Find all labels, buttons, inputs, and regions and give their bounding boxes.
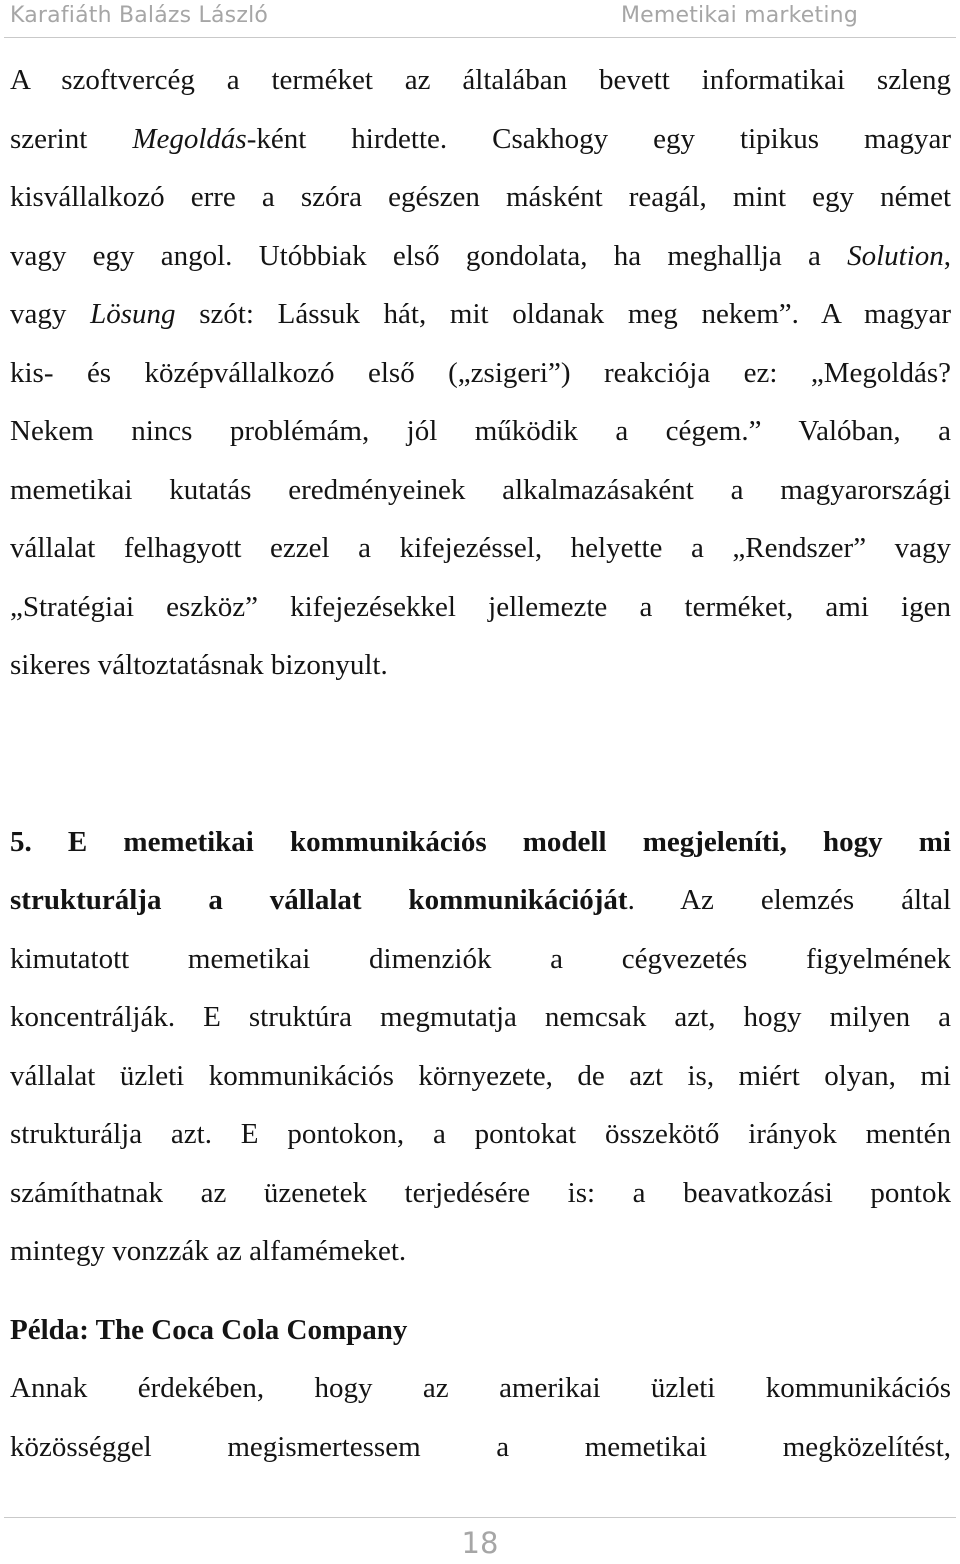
text-line: vagy egy angol. Utóbbiak első gondolata, ha meghallja a Solution, <box>10 239 951 272</box>
text-line: koncentrálják. E struktúra megmutatja nemcsak azt, hogy milyen a <box>10 1001 951 1033</box>
text-line: memetikai kutatás eredményeinek alkalmazásaként a magyarországi <box>10 473 951 506</box>
text-line: számíthatnak az üzenetek terjedésére is: a beavatkozási pontok <box>10 1176 951 1209</box>
page-body <box>10 51 951 1476</box>
heading-text: Példa: The Coca Cola Company <box>10 1313 408 1346</box>
header-title: Memetikai marketing <box>620 3 858 28</box>
emphasis-term: Lösung <box>90 298 176 330</box>
paragraph-software-case <box>10 51 951 695</box>
footer-divider <box>4 1517 956 1518</box>
text-line: közösséggel megismertessem a memetikai megközelítést, <box>10 1430 951 1463</box>
text-line: strukturálja azt. E pontokon, a pontokat összekötő irányok mentén <box>10 1118 951 1150</box>
header-divider <box>4 37 956 38</box>
header-author: Karafiáth Balázs László <box>10 3 269 28</box>
text-line: Nekem nincs problémám, jól működik a cégem.” Valóban, a <box>10 415 951 447</box>
text-line: kisvállalkozó erre a szóra egészen másként reagál, mint egy német <box>10 181 951 213</box>
text-line: vállalat üzleti kommunikációs környezete, de azt is, miért olyan, mi <box>10 1059 951 1092</box>
text-line: „Stratégiai eszköz” kifejezésekkel jellemezte a terméket, ami igen <box>10 590 951 623</box>
page-header <box>0 0 960 40</box>
emphasis-term: Solution <box>847 239 944 272</box>
text-line: kimutatott memetikai dimenziók a cégvezetés figyelmének <box>10 942 951 975</box>
paragraph-coca-cola <box>10 1359 951 1476</box>
text-line: szerint Megoldás-ként hirdette. Csakhogy egy tipikus magyar <box>10 122 951 155</box>
text-line: vállalat felhagyott ezzel a kifejezéssel, helyette a „Rendszer” vagy <box>10 532 951 564</box>
example-heading <box>10 1301 951 1360</box>
text-line: 5. E memetikai kommunikációs modell megjeleníti, hogy mi <box>10 825 951 858</box>
text-line: vagy Lösung szót: Lássuk hát, mit oldanak meg nekem”. A magyar <box>10 298 951 330</box>
emphasis-term: Megoldás <box>132 122 247 155</box>
text-line: kis- és középvállalkozó első („zsigeri”) reakciója ez: „Megoldás? <box>10 356 951 389</box>
paragraph-point-5 <box>10 813 951 1281</box>
text-line: sikeres változtatásnak bizonyult. <box>10 649 388 681</box>
text-line: A szoftvercég a terméket az általában bevett informatikai szleng <box>10 64 951 96</box>
page-number: 18 <box>461 1526 499 1560</box>
text-line: Annak érdekében, hogy az amerikai üzleti kommunikációs <box>10 1372 951 1404</box>
text-line: strukturálja a vállalat kommunikációját. Az elemzés által <box>10 884 952 916</box>
text-line: mintegy vonzzák az alfamémeket. <box>10 1235 407 1267</box>
